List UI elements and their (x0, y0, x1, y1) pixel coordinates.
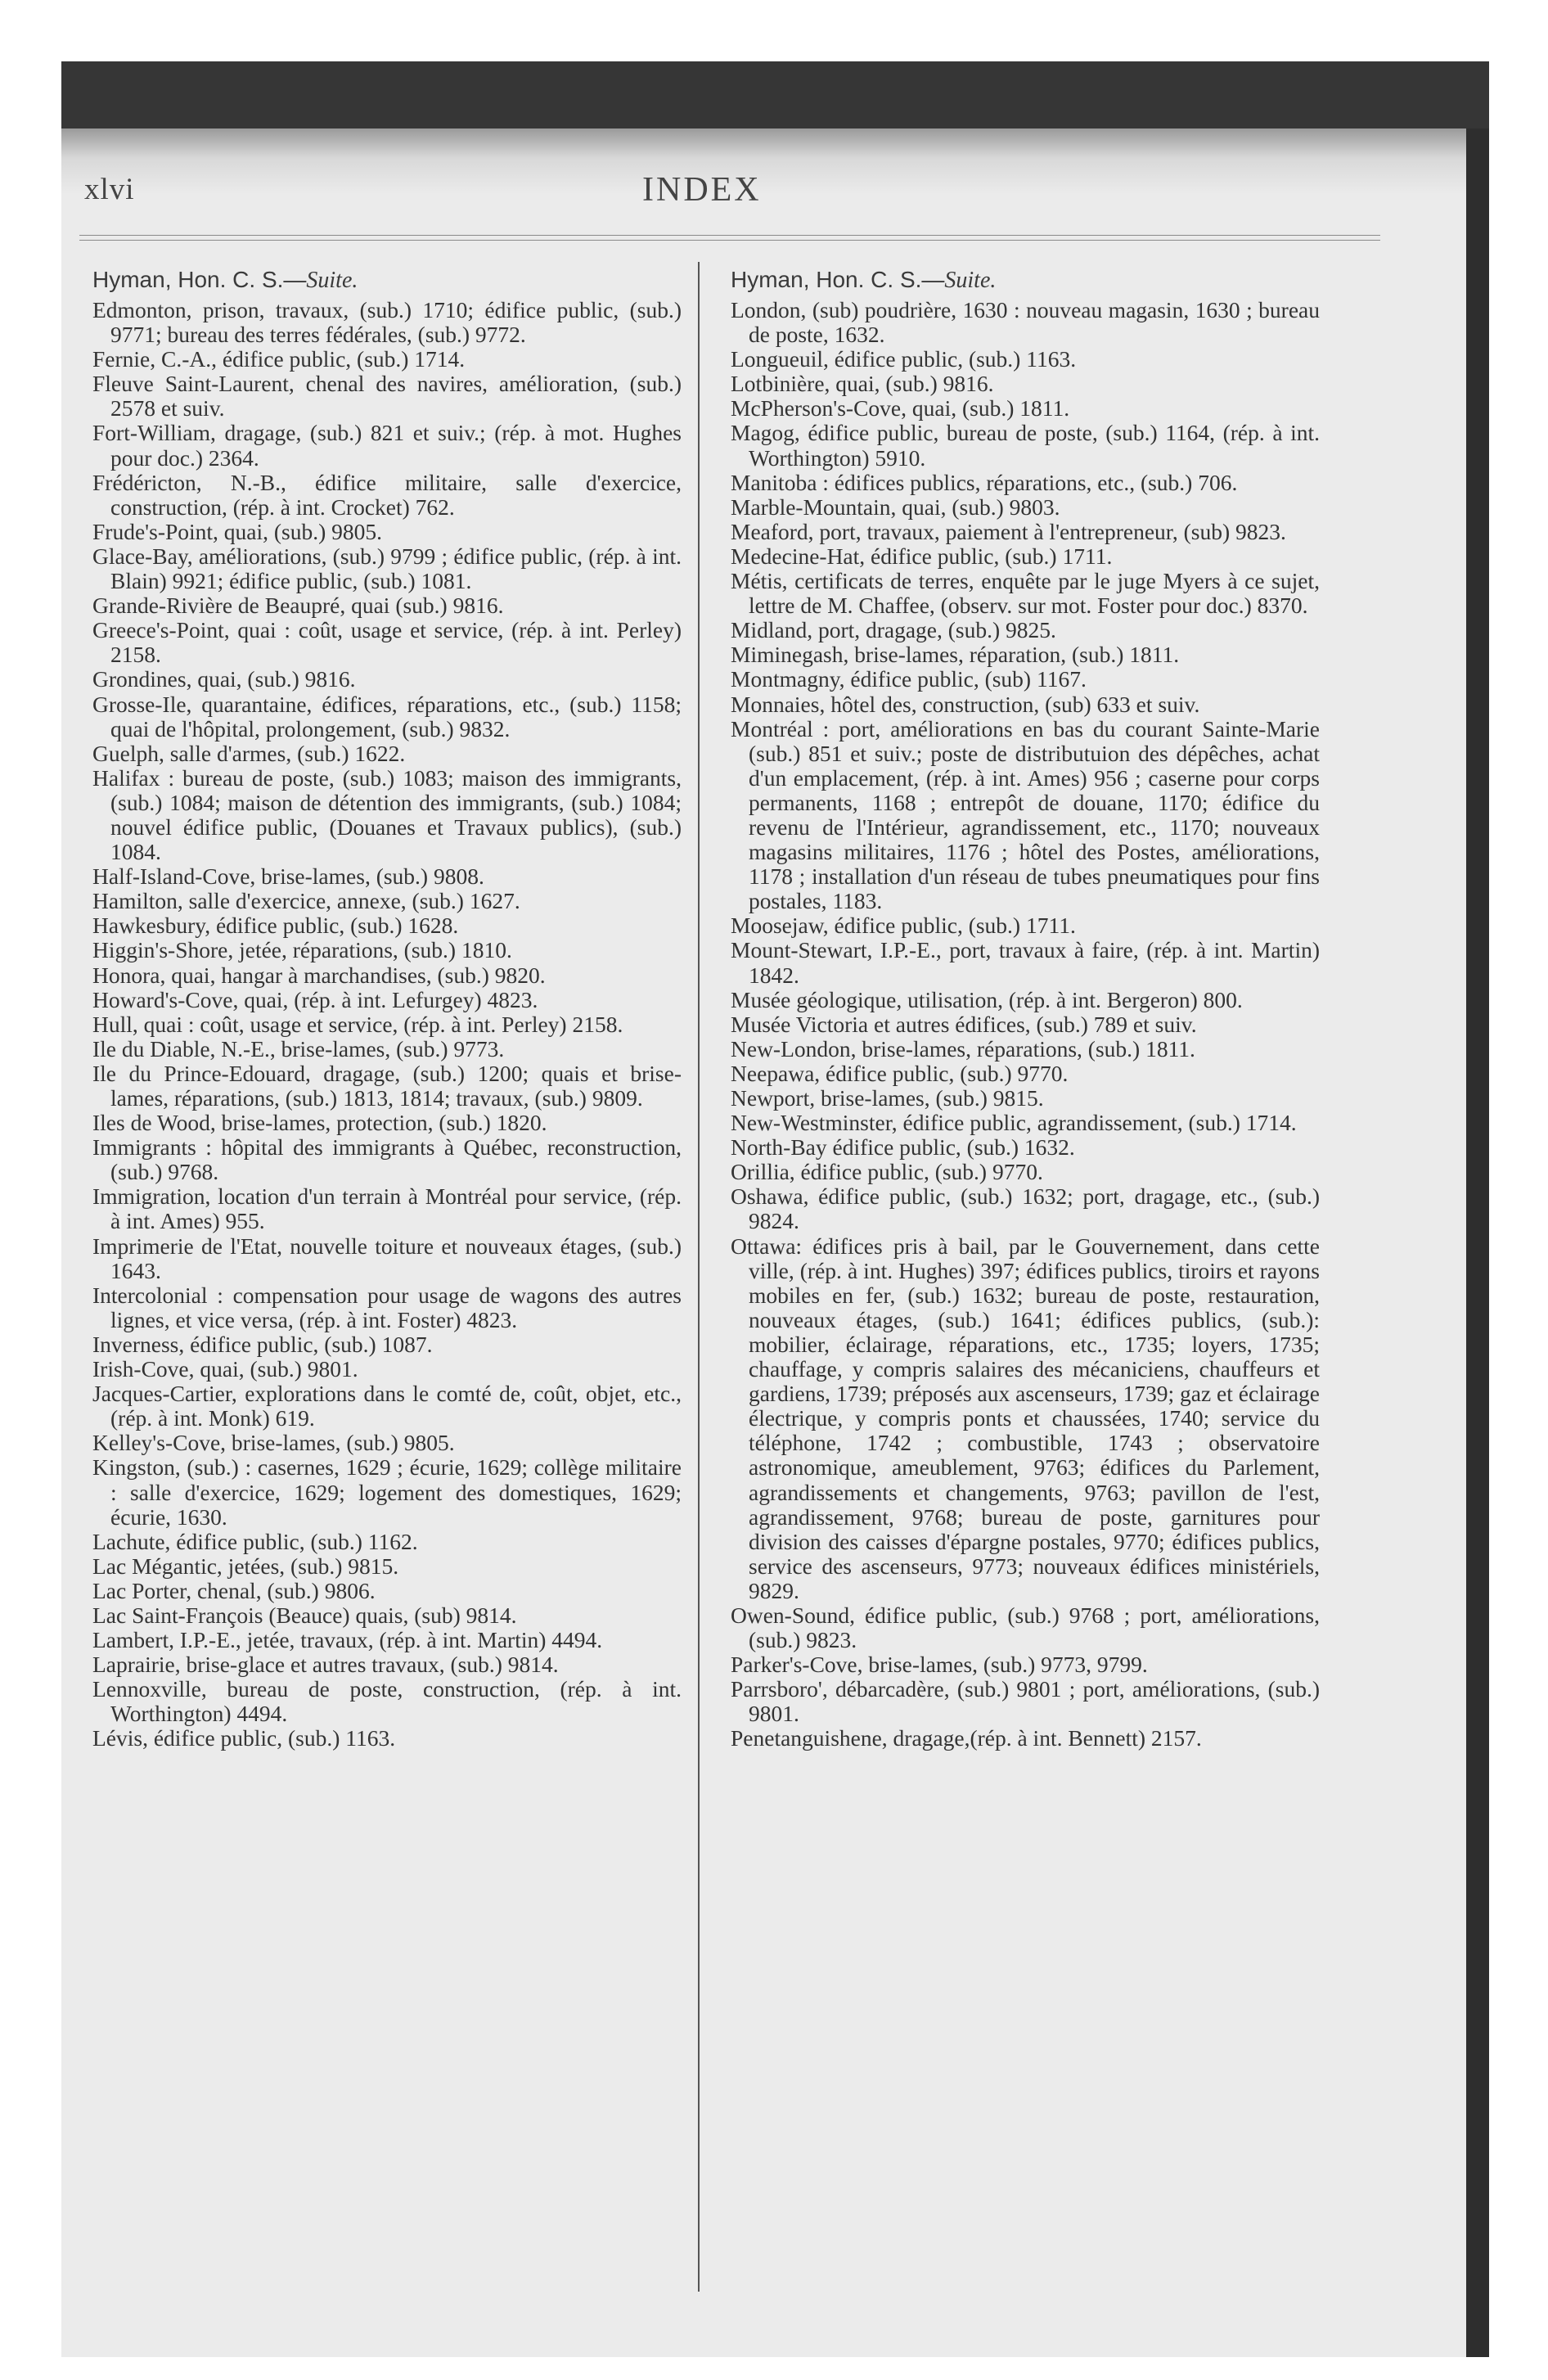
index-entry: Musée Victoria et autres édifices, (sub.) 789 et suiv. (731, 1011, 1197, 1037)
column-heading (92, 266, 682, 295)
index-entry: Higgin's-Shore, jetée, réparations, (sub.) 1810. (92, 937, 512, 963)
index-entry: Mount-Stewart, I.P.-E., port, travaux à faire, (rép. à int. Martin) 1842. (731, 937, 1320, 988)
scanned-page (61, 61, 1489, 2357)
index-entry: London, (sub) poudrière, 1630 : nouveau magasin, 1630 ; bureau de poste, 1632. (731, 297, 1320, 348)
index-entry: Lévis, édifice public, (sub.) 1163. (92, 1725, 396, 1751)
index-entry: Immigration, location d'un terrain à Montréal pour service, (rép. à int. Ames) 955. (92, 1183, 682, 1234)
index-entry: Lac Mégantic, jetées, (sub.) 9815. (92, 1553, 399, 1579)
page-number: xlvi (84, 173, 135, 206)
page-title: INDEX (642, 171, 762, 209)
index-entry: Marble-Mountain, quai, (sub.) 9803. (731, 494, 1060, 520)
index-entry: Lennoxville, bureau de poste, construction, (rép. à int. Worthington) 4494. (92, 1676, 682, 1727)
index-entry: Parker's-Cove, brise-lames, (sub.) 9773, 9799. (731, 1652, 1148, 1678)
index-entry: Intercolonial : compensation pour usage de wagons des autres lignes, et vice versa, (rép. à int. Foster) 4823. (92, 1282, 682, 1332)
index-entry: Newport, brise-lames, (sub.) 9815. (731, 1085, 1044, 1111)
header-rule-bottom (79, 240, 1380, 241)
index-entry: Guelph, salle d'armes, (sub.) 1622. (92, 740, 406, 766)
index-entry: Frédéricton, N.-B., édifice militaire, salle d'exercice, construction, (rép. à int. Crocket) 762. (92, 469, 682, 520)
index-entry: Grosse-Ile, quarantaine, édifices, réparations, etc., (sub.) 1158; quai de l'hôpital, prolongement, (sub.) 9832. (92, 691, 682, 741)
index-entry: Edmonton, prison, travaux, (sub.) 1710; édifice public, (sub.) 9771; bureau des terres fédérales, (sub.) 9772. (92, 297, 682, 348)
index-entry: Penetanguishene, dragage,(rép. à int. Bennett) 2157. (731, 1725, 1202, 1751)
index-entry: Inverness, édifice public, (sub.) 1087. (92, 1331, 433, 1357)
index-entry: Montréal : port, améliorations en bas du courant Sainte-Marie (sub.) 851 et suiv.; poste de distributuion des dépêches, achat d'un emplacement, (rép. à int. Ames) 956 ; caserne pour corps permanents, 1168 ; entrepôt de douane, 1170; édifice du revenu de l'Intérieur, agrandissement, etc., 1170; nouveaux magasins militaires, 1176 ; hôtel des Postes, améliorations, 1178 ; installation d'un réseau de tubes pneumatiques pour fins postales, 1183. (731, 715, 1320, 914)
index-entry: Greece's-Point, quai : coût, usage et service, (rép. à int. Perley) 2158. (92, 617, 682, 668)
index-entry: Hamilton, salle d'exercice, annexe, (sub.) 1627. (92, 888, 520, 914)
index-entry: Halifax : bureau de poste, (sub.) 1083; maison des immigrants, (sub.) 1084; maison de détention des immigrants, (sub.) 1084; nouvel édifice public, (Douanes et Travaux publics), (sub.) 1084. (92, 764, 682, 865)
index-entry: Hull, quai : coût, usage et service, (rép. à int. Perley) 2158. (92, 1011, 623, 1037)
index-entry: Neepawa, édifice public, (sub.) 9770. (731, 1060, 1069, 1086)
index-entry: New-London, brise-lames, réparations, (sub.) 1811. (731, 1035, 1195, 1062)
index-entry: Owen-Sound, édifice public, (sub.) 9768 ; port, améliorations, (sub.) 9823. (731, 1602, 1320, 1653)
index-entry: Medecine-Hat, édifice public, (sub.) 1711. (731, 543, 1113, 569)
index-entry: Kingston, (sub.) : casernes, 1629 ; écurie, 1629; collège militaire : salle d'exercice, 1629; logement des domestiques, 1629; écurie, 1630. (92, 1454, 682, 1530)
index-column-left (92, 266, 682, 1751)
index-entry: Métis, certificats de terres, enquête par le juge Myers à ce sujet, lettre de M. Chaffee, (observ. sur mot. Foster pour doc.) 8370. (731, 568, 1320, 619)
heading-suite: Suite. (944, 268, 997, 293)
index-entry: Fleuve Saint-Laurent, chenal des navires, amélioration, (sub.) 2578 et suiv. (92, 371, 682, 421)
index-entry: Meaford, port, travaux, paiement à l'entrepreneur, (sub) 9823. (731, 518, 1286, 544)
index-entry: Hawkesbury, édifice public, (sub.) 1628. (92, 913, 459, 939)
heading-suite: Suite. (306, 268, 358, 293)
header-rule-top (79, 235, 1380, 236)
index-entry: Grondines, quai, (sub.) 9816. (92, 666, 356, 692)
index-entry: North-Bay édifice public, (sub.) 1632. (731, 1134, 1075, 1161)
scan-top-border (61, 61, 1489, 128)
column-heading (731, 266, 1320, 295)
scan-right-border (1466, 128, 1489, 2357)
index-entry: Fort-William, dragage, (sub.) 821 et suiv.; (rép. à mot. Hughes pour doc.) 2364. (92, 420, 682, 471)
index-entry: Lotbinière, quai, (sub.) 9816. (731, 371, 994, 397)
index-column-right (731, 266, 1320, 1751)
index-entry: Longueuil, édifice public, (sub.) 1163. (731, 346, 1077, 372)
index-entry: Ile du Diable, N.-E., brise-lames, (sub.) 9773. (92, 1035, 505, 1062)
index-entry: Lachute, édifice public, (sub.) 1162. (92, 1528, 418, 1554)
index-entry: Immigrants : hôpital des immigrants à Québec, reconstruction, (sub.) 9768. (92, 1134, 682, 1185)
index-entry: Lambert, I.P.-E., jetée, travaux, (rép. à int. Martin) 4494. (92, 1627, 603, 1653)
index-entry: Magog, édifice public, bureau de poste, (sub.) 1164, (rép. à int. Worthington) 5910. (731, 420, 1320, 471)
index-entry: Oshawa, édifice public, (sub.) 1632; port, dragage, etc., (sub.) 9824. (731, 1183, 1320, 1234)
index-entry: Honora, quai, hangar à marchandises, (sub.) 9820. (92, 962, 546, 988)
index-entry: Imprimerie de l'Etat, nouvelle toiture et nouveaux étages, (sub.) 1643. (92, 1233, 682, 1283)
index-entry: Kelley's-Cove, brise-lames, (sub.) 9805. (92, 1430, 455, 1456)
index-entry: Irish-Cove, quai, (sub.) 9801. (92, 1356, 358, 1382)
scan-top-shadow (61, 128, 1489, 194)
column-divider (698, 262, 700, 2292)
index-entry: Grande-Rivière de Beaupré, quai (sub.) 9816. (92, 593, 504, 619)
index-entry: Half-Island-Cove, brise-lames, (sub.) 9808. (92, 863, 484, 890)
index-entry: Glace-Bay, améliorations, (sub.) 9799 ; édifice public, (rép. à int. Blain) 9921; édifice public, (sub.) 1081. (92, 543, 682, 594)
index-entry: Miminegash, brise-lames, réparation, (sub.) 1811. (731, 642, 1180, 668)
index-entry: Manitoba : édifices publics, réparations, etc., (sub.) 706. (731, 469, 1238, 495)
index-entry: Frude's-Point, quai, (sub.) 9805. (92, 518, 383, 544)
index-entry: Monnaies, hôtel des, construction, (sub) 633 et suiv. (731, 691, 1200, 717)
index-entry: Howard's-Cove, quai, (rép. à int. Lefurgey) 4823. (92, 986, 538, 1012)
index-entry: Iles de Wood, brise-lames, protection, (sub.) 1820. (92, 1110, 547, 1136)
index-entry: Moosejaw, édifice public, (sub.) 1711. (731, 913, 1076, 939)
index-entry: Midland, port, dragage, (sub.) 9825. (731, 617, 1056, 643)
heading-name: Hyman, Hon. C. S.— (731, 267, 945, 292)
index-entry: Ile du Prince-Edouard, dragage, (sub.) 1200; quais et brise-lames, réparations, (sub.) 1813, 1814; travaux, (sub.) 9809. (92, 1060, 682, 1111)
index-entry: Jacques-Cartier, explorations dans le comté de, coût, objet, etc., (rép. à int. Monk) 619. (92, 1381, 682, 1431)
index-entry: Musée géologique, utilisation, (rép. à int. Bergeron) 800. (731, 986, 1243, 1012)
index-entry: New-Westminster, édifice public, agrandissement, (sub.) 1714. (731, 1110, 1297, 1136)
index-entry: Lac Saint-François (Beauce) quais, (sub) 9814. (92, 1602, 517, 1628)
index-entry: Lac Porter, chenal, (sub.) 9806. (92, 1577, 376, 1603)
index-entry: Orillia, édifice public, (sub.) 9770. (731, 1159, 1043, 1185)
index-entry: McPherson's-Cove, quai, (sub.) 1811. (731, 395, 1070, 421)
index-entry: Ottawa: édifices pris à bail, par le Gouvernement, dans cette ville, (rép. à int. Hughes) 397; édifices publics, tiroirs et rayons mobiles en fer, (sub.) 1632; bureau de poste, restauration, nouveaux étages, (sub.) 1641; édifices publics, (sub.): mobilier, éclairage, réparations, etc., 1735; loyers, 1735; chauffage, y compris salaires des mécaniciens, chauffeurs et gardiens, 1739; préposés aux ascenseurs, 1739; gaz et éclairage électrique, y compris ponts et chaussées, 1740; service du téléphone, 1742 ; combustible, 1743 ; observatoire astronomique, ameublement, 9763; édifices du Parlement, agrandissements et changements, 9763; pavillon de l'est, agrandissement, 9768; bureau de poste, garnitures pour division des caisses d'épargne postales, 9770; édifices publics, service des ascenseurs, 9773; nouveaux édifices ministériels, 9829. (731, 1233, 1320, 1603)
index-entry: Montmagny, édifice public, (sub) 1167. (731, 666, 1087, 692)
index-entry: Fernie, C.-A., édifice public, (sub.) 1714. (92, 346, 466, 372)
heading-name: Hyman, Hon. C. S.— (92, 267, 307, 292)
index-entry: Parrsboro', débarcadère, (sub.) 9801 ; port, améliorations, (sub.) 9801. (731, 1676, 1320, 1727)
index-entry: Laprairie, brise-glace et autres travaux, (sub.) 9814. (92, 1652, 559, 1678)
